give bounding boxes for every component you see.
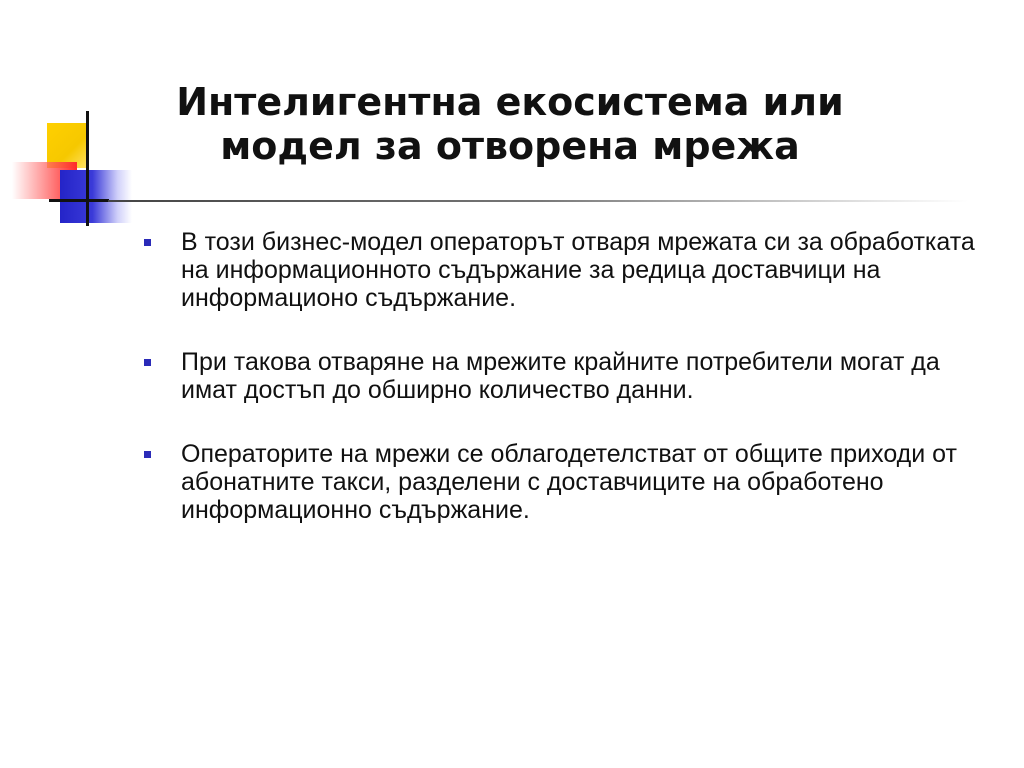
decorative-logo: [0, 0, 150, 240]
bullet-list: [140, 228, 990, 560]
title-divider: [108, 200, 968, 202]
bullet-square-icon: [144, 359, 151, 366]
bullet-square-icon: [144, 451, 151, 458]
slide-title-line-2: модел за отворена мрежа: [220, 124, 800, 168]
bullet-item: [140, 228, 990, 312]
slide-title: [140, 80, 880, 168]
bullet-text: Операторите на мрежи се облагодетелстват от общите приходи от абонатните такси, разделени с доставчиците на обработено информационно съдържание.: [181, 440, 957, 524]
slide-title-line-1: Интелигентна екосистема или: [176, 80, 844, 124]
vertical-line: [86, 111, 89, 226]
bullet-item: [140, 348, 990, 404]
bullet-text: При такова отваряне на мрежите крайните потребители могат да имат достъп до обширно количество данни.: [181, 348, 940, 404]
bullet-text: В този бизнес-модел операторът отваря мрежата си за обработката на информационното съдържание за редица доставчици на информационо съдържание.: [181, 228, 975, 312]
bullet-square-icon: [144, 239, 151, 246]
blue-square: [60, 170, 132, 223]
bullet-item: [140, 440, 990, 524]
horizontal-line: [49, 199, 109, 202]
